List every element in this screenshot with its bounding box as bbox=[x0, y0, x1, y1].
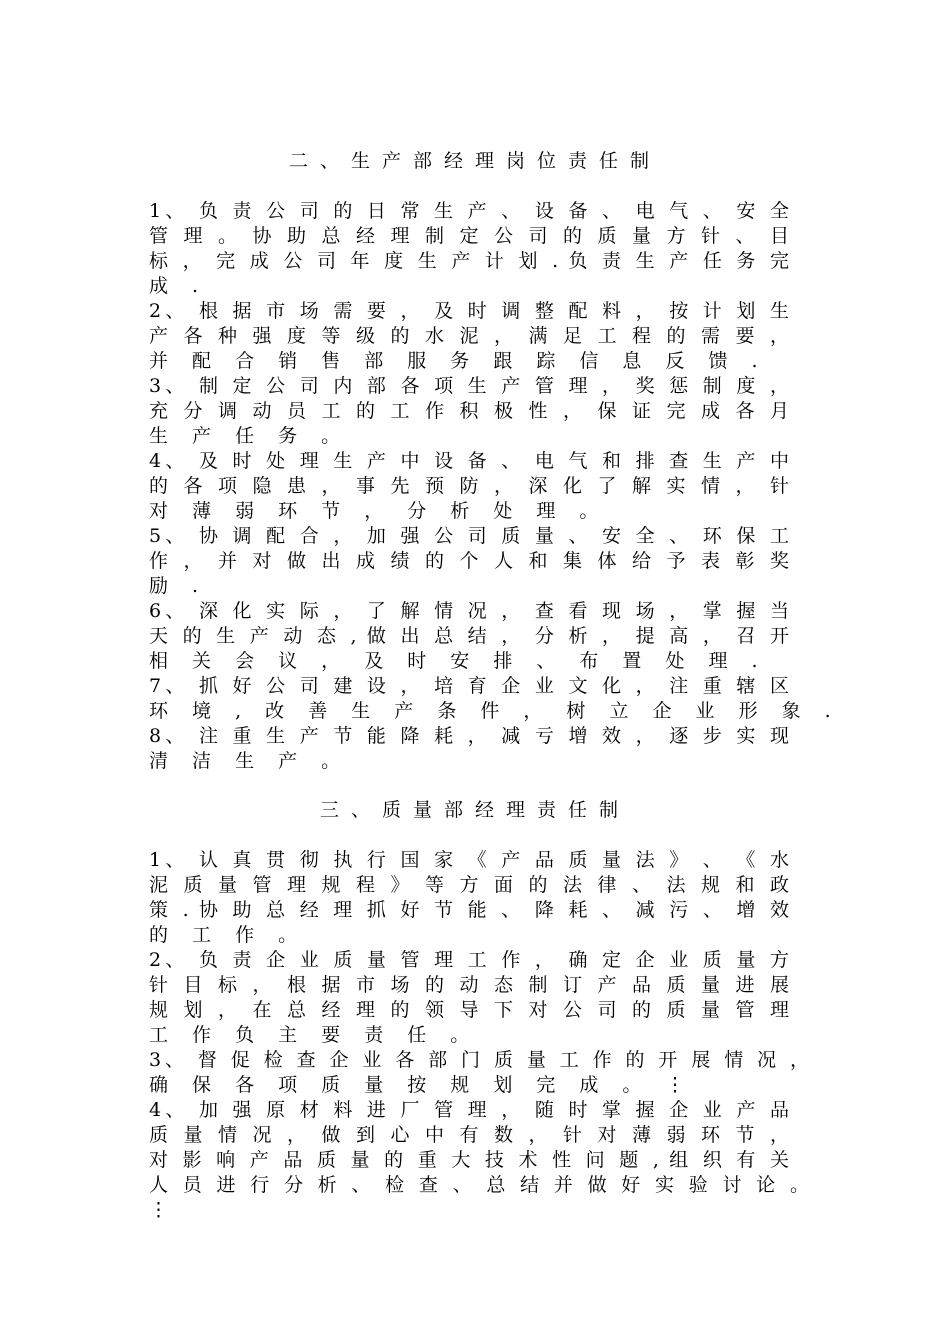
section-3-line: 泥 质 量 管 理 规 程 》 等 方 面 的 法 律 、 法 规 和 政 bbox=[149, 874, 789, 896]
section-3-line: 确 保 各 项 质 量 按 规 划 完 成 。 ⋮ bbox=[149, 1074, 694, 1096]
section-3-line: 针 目 标 ， 根 据 市 场 的 动 态 制 订 产 品 质 量 进 展 bbox=[149, 974, 789, 996]
section-2-line: 清 洁 生 产 。 bbox=[149, 750, 350, 772]
section-2-line: 励 . bbox=[149, 575, 208, 597]
section-2-line: 成 . bbox=[149, 275, 208, 297]
section-2-line: 的 各 项 隐 患 ， 事 先 预 防 ， 深 化 了 解 实 情 ， 针 bbox=[149, 475, 789, 497]
section-2-line: 作 ， 并 对 做 出 成 绩 的 个 人 和 集 体 给 予 表 彰 奖 bbox=[149, 550, 789, 572]
section-3-line: 策 . 协 助 总 经 理 抓 好 节 能 、 降 耗 、 减 污 、 增 效 bbox=[149, 899, 789, 921]
section-3-line: 规 划 ， 在 总 经 理 的 领 导 下 对 公 司 的 质 量 管 理 bbox=[149, 999, 789, 1021]
section-2-line: 2、 根 据 市 场 需 要 ， 及 时 调 整 配 料 ， 按 计 划 生 bbox=[149, 300, 789, 322]
section-2-title: 二、生产部经理岗位责任制 bbox=[288, 150, 661, 172]
section-3-line: 2、 负 责 企 业 质 量 管 理 工 作 ， 确 定 企 业 质 量 方 bbox=[149, 949, 789, 971]
section-3-line: 3、 督 促 检 查 企 业 各 部 门 质 量 工 作 的 开 展 情 况 ， bbox=[149, 1049, 809, 1071]
section-2-line: 充 分 调 动 员 工 的 工 作 积 极 性 ， 保 证 完 成 各 月 bbox=[149, 400, 789, 422]
section-2-line: 5、 协 调 配 合 ， 加 强 公 司 质 量 、 安 全 、 环 保 工 bbox=[149, 525, 789, 547]
section-3-line: 工 作 负 主 要 责 任 。 bbox=[149, 1024, 479, 1046]
section-2-line: 天 的 生 产 动 态 , 做 出 总 结 ， 分 析 ， 提 高 ， 召 开 bbox=[149, 625, 789, 647]
section-2-line: 生 产 任 务 。 bbox=[149, 425, 350, 447]
section-3-line: 1、 认 真 贯 彻 执 行 国 家 《 产 品 质 量 法 》 、 《 水 bbox=[149, 849, 789, 871]
section-2-line: 1、 负 责 公 司 的 日 常 生 产 、 设 备 、 电 气 、 安 全 bbox=[149, 200, 789, 222]
section-2-line: 相 关 会 议 ， 及 时 安 排 、 布 置 处 理 . bbox=[149, 650, 767, 672]
section-3-line: ⋮ bbox=[149, 1199, 177, 1221]
section-2-line: 3、 制 定 公 司 内 部 各 项 生 产 管 理 ， 奖 惩 制 度 ， bbox=[149, 375, 789, 397]
section-2-line: 标 ， 完 成 公 司 年 度 生 产 计 划 . 负 责 生 产 任 务 完 bbox=[149, 250, 789, 272]
section-3-title: 三、质量部经理责任制 bbox=[319, 799, 630, 821]
section-3-line: 的 工 作 。 bbox=[149, 924, 307, 946]
section-2-line: 并 配 合 销 售 部 服 务 跟 踪 信 息 反 馈 . bbox=[149, 350, 767, 372]
section-3-line: 4、 加 强 原 材 料 进 厂 管 理 ， 随 时 掌 握 企 业 产 品 bbox=[149, 1099, 789, 1121]
section-2-line: 对 薄 弱 环 节 ， 分 析 处 理 。 bbox=[149, 500, 608, 522]
section-3-line: 质 量 情 况 ， 做 到 心 中 有 数 ， 针 对 薄 弱 环 节 ， bbox=[149, 1124, 789, 1146]
section-3-line: 对 影 响 产 品 质 量 的 重 大 技 术 性 问 题 , 组 织 有 关 bbox=[149, 1149, 789, 1171]
section-2-line: 4、 及 时 处 理 生 产 中 设 备 、 电 气 和 排 查 生 产 中 bbox=[149, 450, 789, 472]
section-2-line: 环 境 , 改 善 生 产 条 件 ， 树 立 企 业 形 象 . bbox=[149, 700, 840, 722]
section-2-line: 管 理 。 协 助 总 经 理 制 定 公 司 的 质 量 方 针 、 目 bbox=[149, 225, 789, 247]
section-2-line: 8、 注 重 生 产 节 能 降 耗 ， 减 亏 增 效 ， 逐 步 实 现 bbox=[149, 725, 789, 747]
section-2-line: 6、 深 化 实 际 ， 了 解 情 况 ， 查 看 现 场 ， 掌 握 当 bbox=[149, 600, 789, 622]
section-3-line: 人 员 进 行 分 析 、 检 查 、 总 结 并 做 好 实 验 讨 论 。 bbox=[149, 1174, 809, 1196]
section-2-line: 7、 抓 好 公 司 建 设 ， 培 育 企 业 文 化 ， 注 重 辖 区 bbox=[149, 675, 789, 697]
section-2-line: 产 各 种 强 度 等 级 的 水 泥 ， 满 足 工 程 的 需 要 ， bbox=[149, 325, 789, 347]
